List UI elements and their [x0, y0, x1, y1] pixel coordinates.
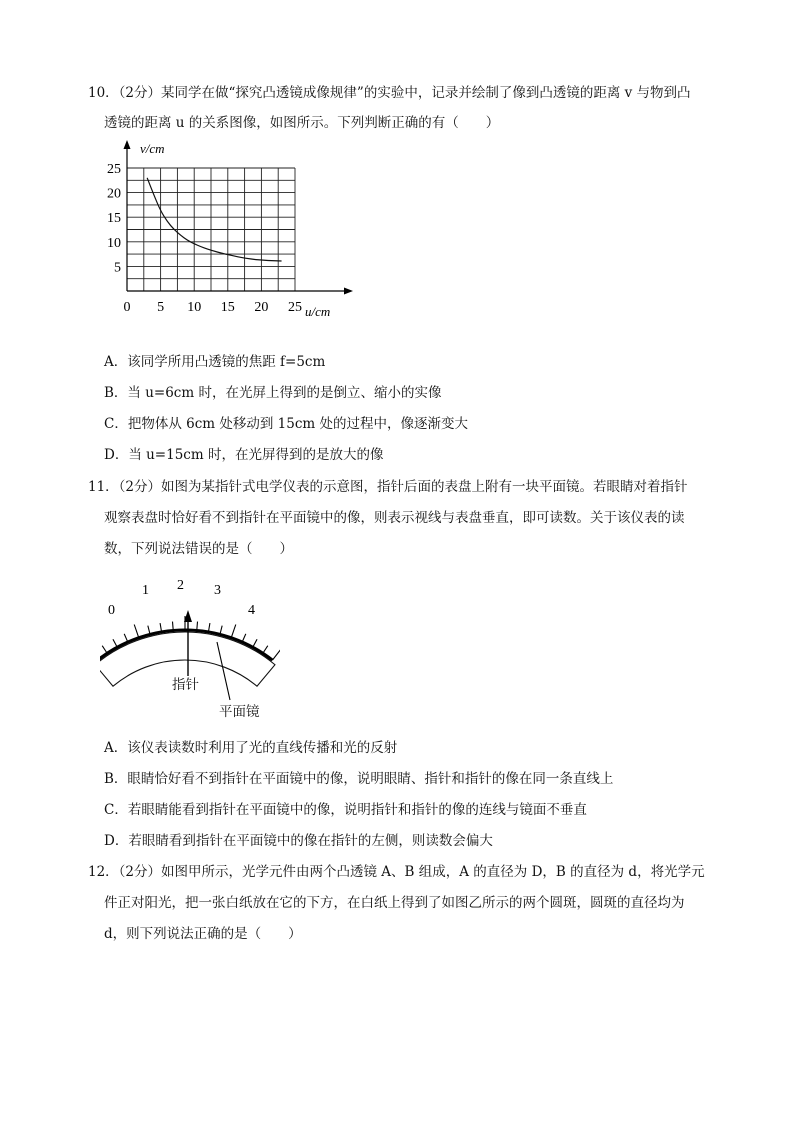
y-tick-label: 20 [107, 186, 121, 202]
mirror-label: 平面镜 [219, 704, 260, 720]
q10-option-a: A．该同学所用凸透镜的焦距 f=5cm [104, 354, 326, 370]
y-tick-label: 15 [107, 211, 121, 227]
q10-stem-line1: 10．（2分）某同学在做“探究凸透镜成像规律”的实验中，记录并绘制了像到凸透镜的距离 v 与物到凸 [88, 85, 691, 101]
scale-tick [124, 634, 128, 642]
scale-number-4: 4 [248, 603, 255, 618]
mirror-leader-line [217, 642, 230, 700]
x-tick-label: 0 [123, 300, 131, 315]
scale-tick [134, 624, 139, 637]
q12-stem-line3: d，则下列说法正确的是（ ） [104, 926, 302, 942]
scale-number-3: 3 [214, 583, 221, 598]
scale-tick [263, 646, 268, 654]
x-tick-label: 10 [187, 300, 202, 315]
scale-number-0: 0 [108, 603, 115, 618]
pointer-label: 指针 [172, 677, 199, 693]
q11-stem-line3: 数，下列说法错误的是（ ） [104, 541, 293, 557]
x-tick-label: 20 [254, 300, 269, 315]
x-axis-label: u/cm [305, 304, 331, 319]
x-tick-label: 5 [157, 300, 165, 315]
x-tick-label: 15 [220, 300, 235, 315]
y-tick-label: 25 [107, 162, 121, 177]
y-tick-label: 5 [114, 260, 121, 276]
scale-tick [172, 622, 173, 631]
scale-tick [113, 639, 117, 647]
y-tick-label: 10 [107, 235, 121, 251]
q11-option-c: C．若眼睛能看到指针在平面镜中的像，说明指针和指针的像的连线与镜面不垂直 [104, 802, 587, 818]
q12-stem-line2: 件正对阳光，把一张白纸放在它的下方，在白纸上得到了如图乙所示的两个圆斑，圆斑的直径均为 [104, 895, 685, 911]
scale-tick [272, 649, 280, 660]
chart-ticks [107, 162, 302, 315]
scale-tick [231, 624, 236, 637]
q11-option-d: D．若眼睛看到指针在平面镜中的像在指针的左侧，则读数会偏大 [104, 833, 493, 849]
scale-tick [102, 646, 107, 654]
x-axis-arrow [344, 288, 353, 295]
scale-tick [253, 639, 257, 647]
chart-grid [127, 168, 295, 291]
q10-option-b: B．当 u=6cm 时，在光屏上得到的是倒立、缩小的实像 [104, 385, 442, 401]
v-u-chart [95, 138, 355, 350]
q10-option-c: C．把物体从 6cm 处移动到 15cm 处的过程中，像逐渐变大 [104, 416, 468, 432]
q11-stem-line1: 11．（2分）如图为某指针式电学仪表的示意图，指针后面的表盘上附有一块平面镜。若眼睛对着指针 [88, 479, 688, 495]
y-axis-arrow [124, 140, 131, 149]
scale-tick [242, 634, 246, 642]
q10-stem-line2: 透镜的距离 u 的关系图像，如图所示。下列判断正确的有（ ） [104, 115, 500, 131]
q11-option-b: B．眼睛恰好看不到指针在平面镜中的像，说明眼睛、指针和指针的像在同一条直线上 [104, 771, 614, 787]
scale-number-1: 1 [142, 583, 149, 598]
meter-diagram [100, 572, 280, 722]
q10-option-d: D．当 u=15cm 时，在光屏得到的是放大的像 [104, 447, 384, 463]
scale-number-2: 2 [177, 578, 184, 593]
scale-tick [197, 622, 198, 631]
q11-option-a: A．该仪表读数时利用了光的直线传播和光的反射 [104, 740, 398, 756]
q11-stem-line2: 观察表盘时恰好看不到指针在平面镜中的像，则表示视线与表盘垂直，即可读数。关于该仪表的读 [104, 510, 685, 526]
y-axis-label: v/cm [140, 141, 165, 156]
x-tick-label: 25 [288, 300, 302, 315]
q12-stem-line1: 12．（2分）如图甲所示，光学元件由两个凸透镜 A、B 组成，A 的直径为 D，B 的直径为 d，将光学元 [88, 864, 705, 880]
